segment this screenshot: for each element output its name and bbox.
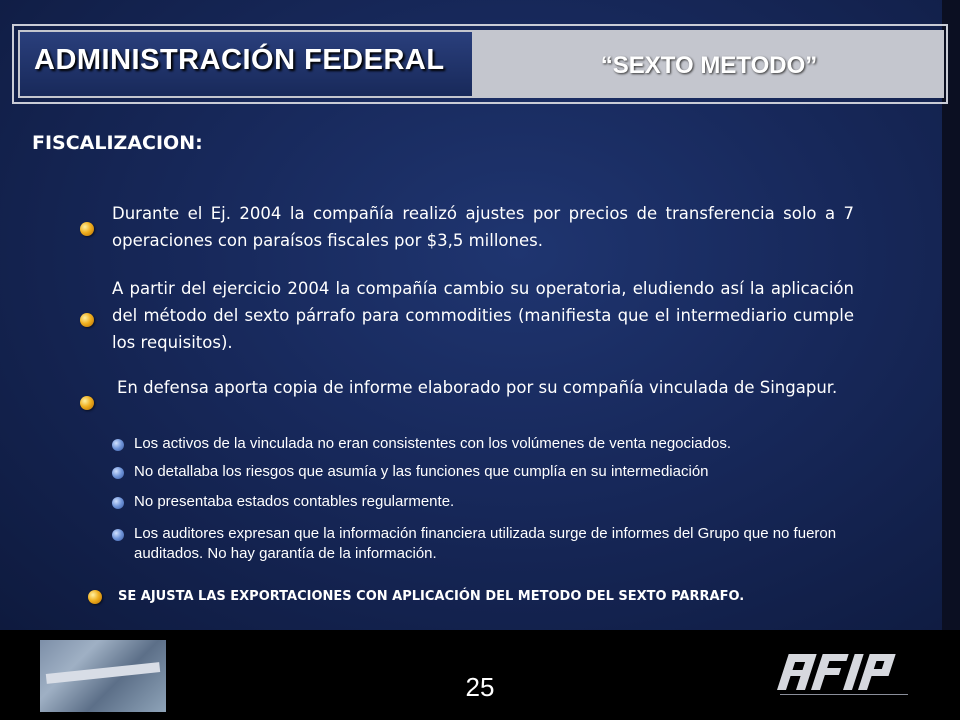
header-title: ADMINISTRACIÓN FEDERAL (34, 44, 445, 76)
paragraph-1: Durante el Ej. 2004 la compañía realizó ajustes por precios de transferencia solo a 7 operaciones con paraísos fiscales por $3,5 millones. (112, 204, 854, 250)
sub-item-2: No detallaba los riesgos que asumía y las funciones que cumplía en su intermediación (134, 463, 709, 480)
blue-bullet-icon (112, 497, 124, 509)
gold-bullet-icon (88, 590, 102, 604)
building-photo (40, 640, 166, 712)
header-subtitle: “SEXTO METODO” (600, 52, 818, 79)
conclusion-text: SE AJUSTA LAS EXPORTACIONES CON APLICACIÓN DEL METODO DEL SEXTO PARRAFO. (118, 589, 745, 604)
blue-bullet-icon (112, 529, 124, 541)
paragraph-2: A partir del ejercicio 2004 la compañía cambio su operatoria, eludiendo así la aplicación del método del sexto párrafo para commodities (manifiesta que el intermediario cumple los requisitos). (112, 279, 854, 352)
paragraph-3: En defensa aporta copia de informe elaborado por su compañía vinculada de Singapur. (117, 378, 838, 397)
gold-bullet-icon (80, 313, 94, 327)
blue-bullet-icon (112, 467, 124, 479)
sub-item-4: Los auditores expresan que la información financiera utilizada surge de informes del Grupo que no fueron auditados. No hay garantía de la información. (134, 525, 837, 562)
page-number: 25 (465, 672, 495, 702)
sub-item-1: Los activos de la vinculada no eran consistentes con los volúmenes de venta negociados. (134, 435, 732, 452)
blue-bullet-icon (112, 439, 124, 451)
gold-bullet-icon (80, 222, 94, 236)
section-title: FISCALIZACION: (32, 132, 203, 154)
building-sign (46, 662, 160, 684)
sub-item-3: No presentaba estados contables regularmente. (134, 493, 455, 510)
gold-bullet-icon (80, 396, 94, 410)
afip-logo (762, 650, 932, 706)
